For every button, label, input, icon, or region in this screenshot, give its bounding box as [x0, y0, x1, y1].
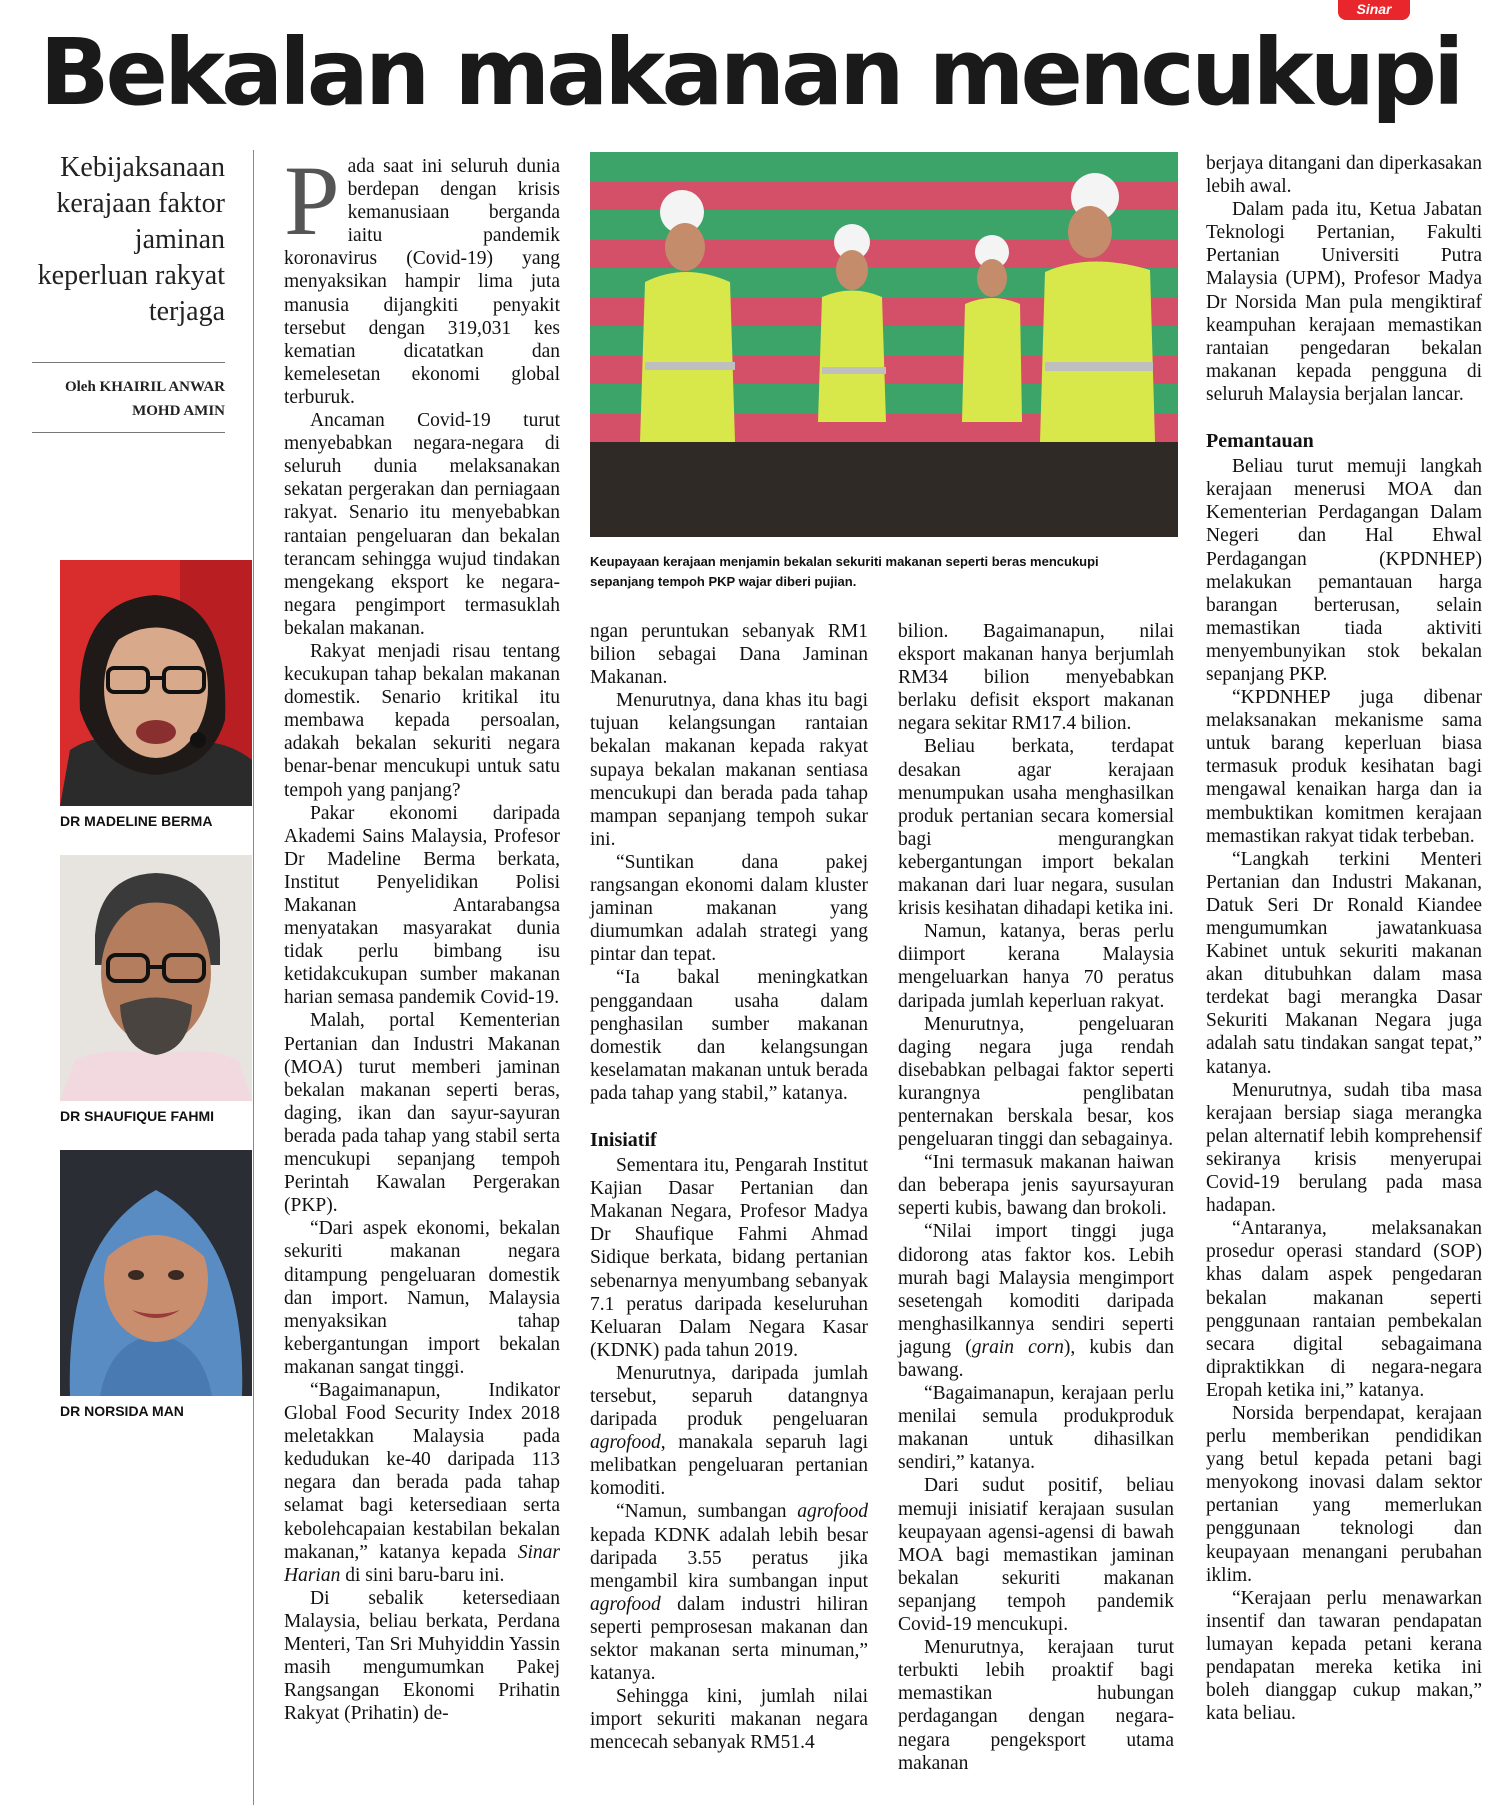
paragraph: Norsida berpendapat, kerajaan perlu memberikan pendidikan yang betul kepada petani bagi menyokong inovasi dalam sektor pertanian yang memerlukan penggunaan teknologi dan keupayaan menangani perubahan iklim.: [1206, 1402, 1482, 1586]
paragraph: Malah, portal Kementerian Pertanian dan Industri Makanan (MOA) turut memberi jaminan bekalan makanan seperti beras, daging, ikan dan sayur-sayuran berada pada tahap yang stabil serta mencukupi sepanjang tempoh Perintah Kawalan Pergerakan (PKP).: [284, 1010, 560, 1217]
drop-cap: P: [284, 145, 340, 256]
subheading-pemantauan: Pemantauan: [1206, 430, 1314, 453]
byline: [20, 375, 225, 423]
italic-term: agrofood: [797, 1501, 868, 1523]
paragraph: Beliau berkata, terdapat desakan agar kerajaan menumpukan usaha menghasilkan produk pertanian secara komersial bagi mengurangkan kebergantungan import bekalan makanan dari luar negara, susulan krisis kesihatan dihadapi ketika ini.: [898, 736, 1174, 920]
paragraph: [590, 1500, 868, 1685]
article-column-4: [1206, 152, 1482, 1725]
text-run: dalam industri hiliran seperti pemprosesan makanan dan sektor makanan serta minuman,” katanya.: [590, 1593, 868, 1685]
text-run: ), kubis dan bawang.: [898, 1336, 1175, 1381]
paragraph: Dalam pada itu, Ketua Jabatan Teknologi Pertanian, Fakulti Pertanian Universiti Putra Malaysia (UPM), Profesor Madya Dr Norsida Man pula mengiktiraf keampuhan kerajaan memastikan rantaian pengedaran bekalan makanan kepada pengguna di seluruh Malaysia berjalan lancar.: [1206, 199, 1482, 405]
warehouse-photo: [590, 152, 1178, 537]
sinar-logo: Sinar: [1338, 0, 1410, 20]
paragraph-1-text: ada saat ini seluruh dunia berdepan dengan krisis kemanusiaan berganda iaitu pandemik koronavirus (Covid-19) yang menyaksikan hampir lima juta manusia dijangkiti penyakit tersebut dengan 319,031 kes kematian dicatatkan dan kemelesetan ekonomi global terburuk.: [284, 156, 560, 408]
photo-caption: Keupayaan kerajaan menjamin bekalan sekuriti makanan seperti beras mencukupi sepanjang tempoh PKP wajar diberi pujian.: [590, 554, 1099, 589]
article-column-3: [898, 620, 1174, 1775]
paragraph: Menurutnya, sudah tiba masa kerajaan bersiap siaga merangka pelan alternatif lebih komprehensif sekiranya krisis menyerupai Covid-19 berulang pada masa hadapan.: [1206, 1079, 1482, 1217]
portrait-caption-1: DR MADELINE BERMA: [60, 813, 213, 829]
byline-line-2: MOHD AMIN: [132, 403, 225, 419]
paragraph: berjaya ditangani dan diperkasakan lebih awal.: [1206, 153, 1482, 198]
paragraph: “Dari aspek ekonomi, bekalan sekuriti makanan negara ditampung pengeluaran domestik dan import. Namun, Malaysia menyaksikan tahap kebergantungan import bekalan makanan sangat tinggi.: [284, 1218, 560, 1378]
paragraph: Ancaman Covid-19 turut menyebabkan negara-negara di seluruh dunia melaksanakan sekatan pergerakan dan perniagaan rakyat. Senario itu menyebabkan rantaian pengeluaran dan bekalan terancam sehingga wujud tindakan mengekang eksport ke negara-negara pengimport termasuklah bekalan makanan.: [284, 410, 560, 639]
article-column-1: [284, 145, 560, 1725]
headline: Bekalan makanan mencukupi: [39, 19, 1461, 126]
portrait-madeline-berma: [60, 560, 252, 806]
paragraph: “Bagaimanapun, kerajaan perlu menilai semula produkproduk makanan untuk dihasilkan sendiri,” katanya.: [898, 1383, 1174, 1474]
paragraph: “Ini termasuk makanan haiwan dan beberapa jenis sayursayuran seperti kubis, bawang dan brokoli.: [898, 1152, 1174, 1220]
italic-publication-name: Sinar Harian: [284, 1541, 560, 1586]
paragraph: [590, 1362, 868, 1501]
paragraph: Sehingga kini, jumlah nilai import sekuriti makanan negara mencecah sebanyak RM51.4: [590, 1686, 868, 1754]
portrait-photo-1: [60, 560, 252, 806]
paragraph: Menurutnya, pengeluaran daging negara juga rendah disebabkan pelbagai faktor seperti kurangnya penglibatan penternakan berskala besar, kos pengeluaran tinggi dan sebagainya.: [898, 1013, 1174, 1151]
paragraph: “Antaranya, melaksanakan prosedur operasi standard (SOP) khas dalam aspek pengedaran bekalan makanan seperti penggunaan rantaian pembekalan secara digital sebagaimana dipraktikkan di negara-negara Eropah ketika ini,” katanya.: [1206, 1218, 1482, 1401]
text-run: kepada KDNK adalah lebih besar daripada 3.55 peratus jika mengambil kira sumbangan input: [590, 1524, 868, 1592]
paragraph: Dari sudut positif, beliau memuji inisiatif kerajaan susulan keupayaan agensi-agensi di bawah MOA bagi memastikan jaminan bekalan sekuriti makanan sepanjang tempoh pandemik Covid-19 mencukupi.: [898, 1475, 1174, 1636]
paragraph: Di sebalik ketersediaan Malaysia, beliau berkata, Perdana Menteri, Tan Sri Muhyiddin Yassin masih mengumumkan Pakej Rangsangan Ekonomi Prihatin Rakyat (Prihatin) de-: [284, 1587, 560, 1725]
paragraph: “Suntikan dana pakej rangsangan ekonomi dalam kluster jaminan makanan yang diumumkan adalah strategi yang pintar dan tepat.: [590, 851, 868, 966]
paragraph: Beliau turut memuji langkah kerajaan menerusi MOA dan Kementerian Perdagangan Dalam Negeri dan Hal Ehwal Perdagangan (KPDNHEP) melakukan pemantauan harga barangan berterusan, selain memastikan tiada aktiviti menyembunyikan stok bekalan sepanjang PKP.: [1206, 456, 1482, 685]
article-column-2: [590, 620, 868, 1755]
paragraph: Namun, katanya, beras perlu diimport kerana Malaysia mengeluarkan hanya 70 peratus daripada jumlah keperluan rakyat.: [898, 921, 1174, 1012]
italic-term: agrofood: [590, 1593, 661, 1615]
paragraph: Rakyat menjadi risau tentang kecukupan tahap bekalan makanan domestik. Senario kritikal itu membawa kepada persoalan, adakah bekalan sekuriti negara benar-benar mencukupi untuk satu tempoh yang panjang?: [284, 640, 560, 801]
deck-rule: [32, 362, 225, 363]
paragraph: “KPDNHEP juga dibenar melaksanakan mekanisme sama untuk barang keperluan biasa termasuk produk kesihatan bagi mengawal kenaikan harga dan ia membuktikan komitmen kerajaan memastikan rakyat tidak terbeban.: [1206, 687, 1482, 847]
paragraph: “Kerajaan perlu menawarkan insentif dan tawaran pendapatan lumayan kepada petani kerana pendapatan mereka ketika ini boleh dianggap cukup makan,” kata beliau.: [1206, 1587, 1482, 1725]
paragraph: Pakar ekonomi daripada Akademi Sains Malaysia, Profesor Dr Madeline Berma berkata, Institut Penyelidikan Polisi Makanan Antarabangsa menyatakan masyarakat dunia tidak perlu bimbang isu ketidakcukupan sumber makanan harian semasa pandemik Covid-19.: [284, 802, 560, 1009]
paragraph: ngan peruntukan sebanyak RM1 bilion sebagai Dana Jaminan Makanan.: [590, 621, 868, 689]
paragraph: [284, 1379, 560, 1587]
paragraph-1: [284, 145, 560, 409]
subheading-inisiatif: Inisiatif: [590, 1128, 657, 1151]
text-run: Menurutnya, daripada jumlah tersebut, separuh datangnya daripada produk pengeluaran: [590, 1362, 868, 1431]
paragraph: [898, 1220, 1174, 1382]
byline-line-1: Oleh KHAIRIL ANWAR: [64, 379, 225, 395]
text-run: “Nilai import tinggi juga didorong atas faktor kos. Lebih murah bagi Malaysia mengimport sesetengah komoditi daripada menghasilkannya sendiri seperti jagung (: [898, 1221, 1174, 1358]
byline-rule: [32, 432, 225, 433]
text-run: “Bagaimanapun, Indikator Global Food Security Index 2018 meletakkan Malaysia pada kedudukan ke-40 daripada 113 negara dan berada pada tahap selamat bagi ketersediaan serta kebolehcapaian kestabilan bekalan makanan,” katanya kepada: [284, 1379, 560, 1563]
paragraph: “Langkah terkini Menteri Pertanian dan Industri Makanan, Datuk Seri Dr Ronald Kiandee mengumumkan jawatankuasa Kabinet untuk sekuriti makanan akan ditubuhkan dalam masa terdekat bagi merangka Dasar Sekuriti Makanan Negara juga adalah satu tindakan sangat tepat,” katanya.: [1206, 848, 1482, 1078]
paragraph: Menurutnya, dana khas itu bagi tujuan kelangsungan rantaian bekalan makanan kepada rakyat supaya bekalan makanan sentiasa mencukupi dan berada pada tahap mampan sepanjang tempoh sukar ini.: [590, 690, 868, 850]
portrait-caption-2: DR SHAUFIQUE FAHMI: [60, 1108, 214, 1124]
italic-term: grain corn: [971, 1336, 1064, 1358]
column-divider: [253, 150, 254, 1805]
paragraph: bilion. Bagaimanapun, nilai eksport makanan hanya berjumlah RM34 bilion menyebabkan berlaku defisit eksport makanan negara sekitar RM17.4 bilion.: [898, 621, 1174, 735]
portrait-shaufique-fahmi: [60, 855, 252, 1101]
deck-subtitle: Kebijaksanaan kerajaan faktor jaminan keperluan rakyat terjaga: [37, 152, 225, 327]
portrait-caption-3: DR NORSIDA MAN: [60, 1403, 184, 1419]
paragraph: “Ia bakal meningkatkan penggandaan usaha dalam penghasilan sumber makanan domestik dan kelangsungan keselamatan makanan untuk berada pada tahap yang stabil,” katanya.: [590, 967, 868, 1104]
portrait-photo-2: [60, 855, 252, 1101]
portrait-photo-3: [60, 1150, 252, 1396]
paragraph: Menurutnya, kerajaan turut terbukti lebih proaktif bagi memastikan hubungan perdagangan dengan negara-negara pengeksport utama makanan: [898, 1637, 1174, 1774]
text-run: “Namun, sumbangan: [616, 1501, 798, 1523]
text-run: , manakala separuh lagi melibatkan pengeluaran pertanian komoditi.: [590, 1432, 868, 1500]
portrait-norsida-man: [60, 1150, 252, 1396]
text-run: di sini baru-baru ini.: [340, 1564, 505, 1586]
warehouse-photo-image: [590, 152, 1178, 537]
italic-term: agrofood: [590, 1432, 661, 1454]
paragraph: Sementara itu, Pengarah Institut Kajian Dasar Pertanian dan Makanan Negara, Profesor Madya Dr Shaufique Fahmi Ahmad Sidique berkata, bidang pertanian sebenarnya menyumbang sebanyak 7.1 peratus daripada keseluruhan Keluaran Dalam Negara Kasar (KDNK) pada tahun 2019.: [590, 1155, 868, 1361]
